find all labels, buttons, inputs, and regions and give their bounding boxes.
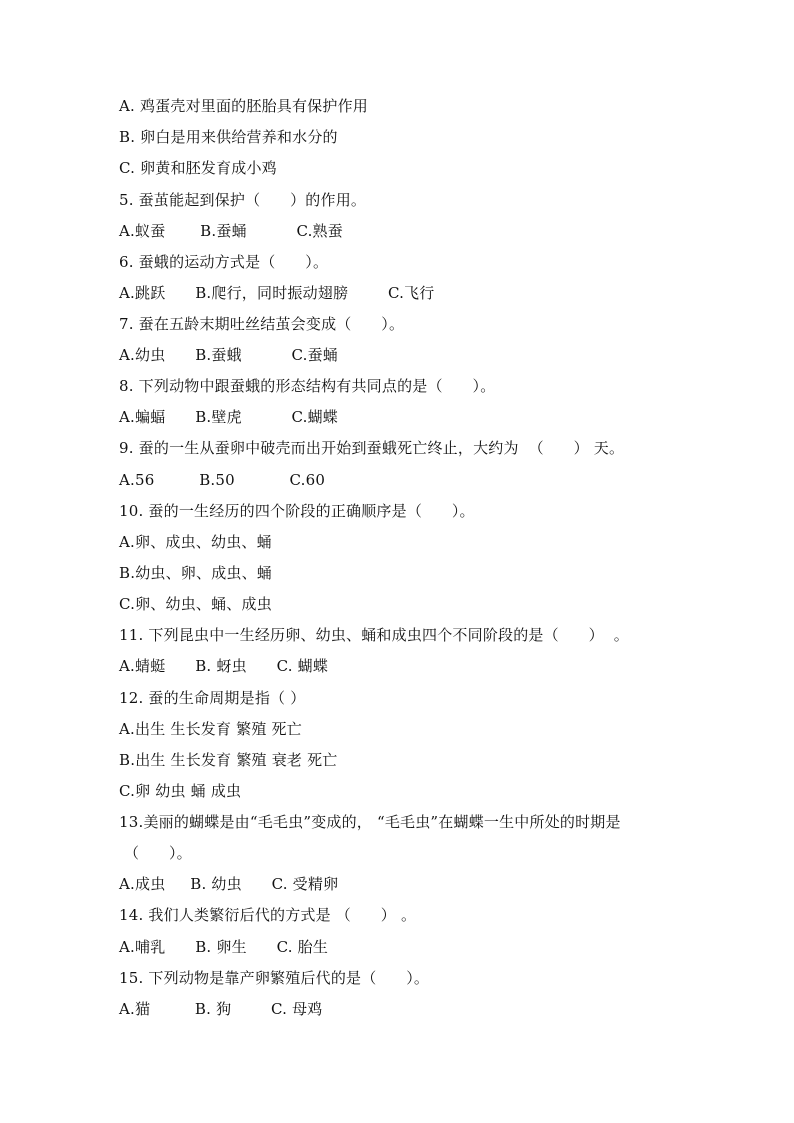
q4-option-b: B. 卵白是用来供给营养和水分的 [119,128,338,146]
q12-option-b: B.出生 生长发育 繁殖 衰老 死亡 [119,751,338,769]
q6-options: A.跳跃 B.爬行，同时振动翅膀 C.飞行 [119,284,435,302]
q5-options: A.蚁蚕 B.蚕蛹 C.熟蚕 [119,222,343,240]
q10-option-c: C.卵、幼虫、蛹、成虫 [119,595,272,613]
q14-options: A.哺乳 B. 卵生 C. 胎生 [119,938,329,956]
question-6: 6. 蚕蛾的运动方式是（ ）。 [119,253,329,271]
q10-option-a: A.卵、成虫、幼虫、蛹 [119,533,272,551]
q7-options: A.幼虫 B.蚕蛾 C.蚕蛹 [119,346,338,364]
q12-option-c: C.卵 幼虫 蛹 成虫 [119,782,242,800]
question-11: 11. 下列昆虫中一生经历卵、幼虫、蛹和成虫四个不同阶段的是（ ） 。 [119,626,629,644]
question-8: 8. 下列动物中跟蚕蛾的形态结构有共同点的是（ ）。 [119,377,496,395]
q11-options: A.蜻蜓 B. 蚜虫 C. 蝴蝶 [119,657,329,675]
q10-option-b: B.幼虫、卵、成虫、蛹 [119,564,272,582]
q12-option-a: A.出生 生长发育 繁殖 死亡 [119,720,302,738]
q8-options: A.蝙蝠 B.壁虎 C.蝴蝶 [119,408,338,426]
q13-options: A.成虫 B. 幼虫 C. 受精卵 [119,875,339,893]
question-13-cont: （ ）。 [119,844,192,862]
question-12: 12. 蚕的生命周期是指（ ） [119,689,306,707]
question-14: 14. 我们人类繁衍后代的方式是 （ ） 。 [119,906,417,924]
q4-option-a: A. 鸡蛋壳对里面的胚胎具有保护作用 [119,97,368,115]
q4-option-c: C. 卵黄和胚发育成小鸡 [119,159,277,177]
question-7: 7. 蚕在五龄末期吐丝结茧会变成（ ）。 [119,315,405,333]
question-9: 9. 蚕的一生从蚕卵中破壳而出开始到蚕蛾死亡终止，大约为 （ ） 天。 [119,439,625,457]
question-13: 13.美丽的蝴蝶是由“毛毛虫”变成的， “毛毛虫”在蝴蝶一生中所处的时期是 [119,813,621,831]
q15-options: A.猫 B. 狗 C. 母鸡 [119,1000,323,1018]
q9-options: A.56 B.50 C.60 [119,471,326,489]
question-15: 15. 下列动物是靠产卵繁殖后代的是（ ）。 [119,969,430,987]
question-10: 10. 蚕的一生经历的四个阶段的正确顺序是（ ）。 [119,502,475,520]
question-5: 5. 蚕茧能起到保护（ ）的作用。 [119,191,367,209]
